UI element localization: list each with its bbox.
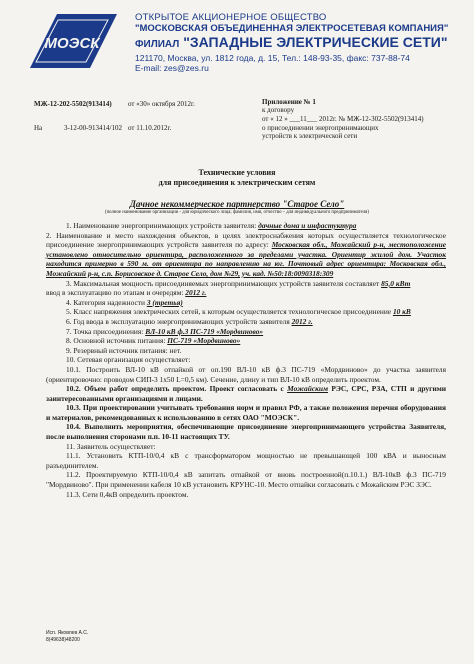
na-value: 3-12-00-913414/102 bbox=[64, 124, 122, 132]
ref-number: МЖ-12-202-5502(913414) bbox=[34, 100, 112, 108]
branch-prefix: ФИЛИАЛ bbox=[135, 39, 180, 50]
item-11-1: 11.1. Установить КТП-10/0,4 кВ с трансформатором мощностью не превышающей 100 кВА и выносным разъединителем. bbox=[46, 451, 446, 470]
na-date: от 11.10.2012г. bbox=[128, 124, 172, 132]
item-10-4: 10.4. Выполнить мероприятия, обеспечивающие присоединение энергопринимающего устройства Заявителя, после выполнения сторонами п.п. 10-11 настоящих ТУ. bbox=[46, 422, 446, 442]
company-address: 121170, Москва, ул. 1812 года, д. 15, Тел.: 148-93-35, факс: 737-88-74 bbox=[135, 53, 410, 63]
item-3: 3. Максимальная мощность присоединяемых энергопринимающих устройств заявителя составляет 85,0 кВт bbox=[66, 278, 411, 288]
annex-line3: от « 12 » ___11___ 2012г. № МЖ-12-302-5502(913414) bbox=[262, 115, 424, 123]
item-7: 7. Точка присоединения: ВЛ-10 кВ ф.3 ПС-719 «Мордвиново» bbox=[66, 326, 264, 336]
item-3-tail: ввод в эксплуатацию по этапам и очередям: 2012 г. bbox=[46, 288, 207, 298]
na-label: На bbox=[34, 124, 43, 132]
executor-phone: 8(49638)48200 bbox=[46, 637, 80, 643]
company-name: "МОСКОВСКАЯ ОБЪЕДИНЕННАЯ ЭЛЕКТРОСЕТЕВАЯ КОМПАНИЯ" bbox=[135, 23, 449, 34]
company-email[interactable]: E-mail: zes@zes.ru bbox=[135, 63, 209, 73]
item-5: 5. Класс напряжения электрических сетей, к которым осуществляется технологическое присоединение 10 кВ bbox=[66, 307, 411, 317]
doc-subtitle: для присоединения к электрическим сетям bbox=[158, 178, 316, 187]
item-9: 9. Резервный источник питания: нет. bbox=[66, 345, 182, 355]
item-11-2: 11.2. Проектируемую КТП-10/0,4 кВ запитать отпайкой от вновь построенной(п.10.1.) ВЛ-10кВ ф.3 ПС-719 "Мордвиново". При применении кабеля 10 кВ установить КРУНС-10. Место отпайки согласовать с Можайским РЭС ЗЭС. bbox=[46, 470, 446, 490]
executor-name: Исп. Яковлев А.С. bbox=[46, 630, 89, 636]
item-8: 8. Основной источник питания: ПС-719 «Мордвиново» bbox=[66, 336, 241, 346]
item-11: 11. Заявитель осуществляет: bbox=[66, 441, 156, 451]
company-type: ОТКРЫТОЕ АКЦИОНЕРНОЕ ОБЩЕСТВО bbox=[135, 12, 327, 23]
doc-title: Технические условия bbox=[198, 168, 276, 177]
annex-line4: о присоединении энергопринимающих bbox=[262, 124, 379, 132]
item-4: 4. Категория надежности 3 (третья) bbox=[66, 297, 183, 307]
letterhead bbox=[135, 12, 465, 73]
item-2: 2. Наименование и место нахождения объектов, в целях электроснабжения которых осуществляется технологическое присоединение энергопринимающих устройств заявителя по адресу: Московская обл., Можайский р-н, местоположение установлено относительно ориентира, расположенного за пределами участка. Ориентир жилой дом. Участок находится примерно в 590 м. от ориентира по направлению на юг. Почтовый адрес ориентира: Московская обл., Можайский р-н, с.п. Борисовское д. Старое Село, дом №29, уч. кад. №50:18:0090318:309 bbox=[46, 230, 446, 278]
conditions-body bbox=[46, 221, 446, 499]
logo-text: МОЭСК bbox=[44, 35, 100, 52]
item-10-3: 10.3. При проектировании учитывать требования норм и правил РФ, а также положения перечня оборудования и материалов, рекомендованных к использованию в сетях ОАО "МОЭСК". bbox=[46, 403, 446, 422]
item-1: 1. Наименование энергопринимающих устройств заявителя: дачные дома и инфастуктура bbox=[66, 221, 357, 230]
ref-date: от «30» октября 2012г. bbox=[128, 100, 195, 108]
branch-name bbox=[135, 34, 465, 53]
item-11-3: 11.3. Сети 0,4кВ определить проектом. bbox=[66, 489, 189, 499]
executor-footer bbox=[46, 630, 88, 644]
moesk-logo bbox=[22, 10, 122, 72]
item-10-2: 10.2. Объем работ определить проектом. Проект согласовать с Можайским РЭС, СРС, РЗА, СТП и другими заинтересованными организациями и лицами. bbox=[46, 384, 447, 403]
branch-title: "ЗАПАДНЫЕ ЭЛЕКТРИЧЕСКИЕ СЕТИ" bbox=[183, 34, 448, 50]
applicant-note: (полное наименование организации - для юридического лица; фамилия, имя, отчество – для индивидуального предпринимателя) bbox=[105, 210, 369, 215]
annex-title: Приложение № 1 bbox=[262, 98, 316, 106]
annex-line5: устройств к электрической сети bbox=[262, 132, 358, 140]
item-6: 6. Год ввода в эксплуатацию энергопринимающих устройств заявителя 2012 г. bbox=[66, 316, 313, 326]
applicant-name: Дачное некоммерческое партнерство "Старое Село" bbox=[129, 199, 345, 209]
item-10: 10. Сетевая организация осуществляет: bbox=[66, 355, 191, 365]
item-10-1: 10.1. Построить ВЛ-10 кВ отпайкой от оп.190 ВЛ-10 кВ ф.3 ПС-719 «Мордвиново» до участка заявителя (ориентировочно: проводом СИП-3 1х50 L=0,5 км). Сечение, длину и тип ВЛ-10 кВ определить проектом. bbox=[46, 364, 446, 384]
annex-line2: к договору bbox=[262, 106, 295, 114]
